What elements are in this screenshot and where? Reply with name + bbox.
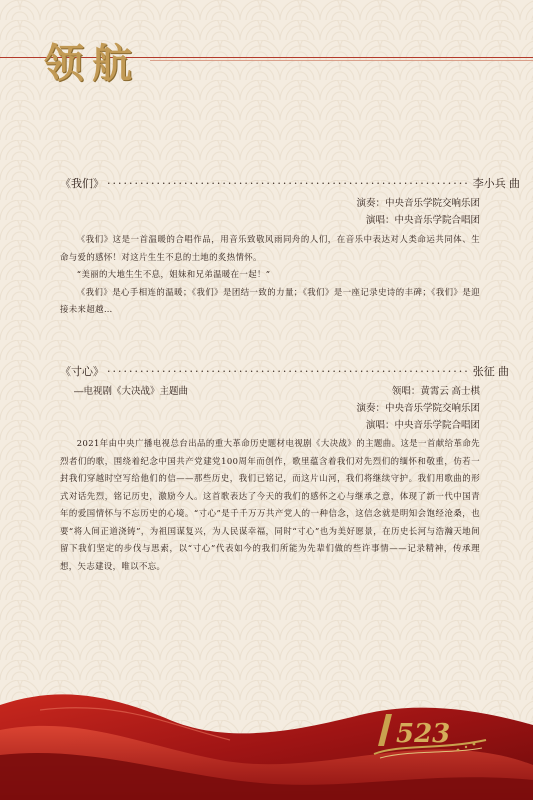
- song-title-row: [60, 176, 520, 192]
- song-subtitle: —电视剧《大决战》主题曲: [74, 386, 189, 397]
- song-title: 《我们》: [60, 178, 104, 190]
- song-title: 《寸心》: [60, 366, 104, 378]
- choir-credit: 演唱：中央音乐学院合唱团: [365, 215, 480, 226]
- dot-leader: ··································································: [107, 177, 470, 190]
- song-composer: 李小兵 曲: [472, 178, 520, 190]
- song-section-cunxin: [60, 364, 509, 575]
- choir-credit: 演唱：中央音乐学院合唱团: [365, 420, 480, 431]
- performer-credit: 演奏：中央音乐学院交响乐团: [356, 403, 480, 414]
- song-description-2: 《我们》是心手相连的温暖；《我们》是团结一致的力量；《我们》是一座记录史诗的丰碑；《我们》是迎接未来超越…: [60, 286, 480, 314]
- svg-text:523: 523: [396, 719, 451, 749]
- song-description: 《我们》这是一首温暖的合唱作品，用音乐致敬风雨同舟的人们，在音乐中表达对人类命运共同体、生命与爱的感怀！对这片生生不息的土地的炙热情怀。: [60, 234, 480, 262]
- song-composer: 张征 曲: [472, 366, 509, 378]
- page-title: 领航: [44, 40, 140, 87]
- song-quote: “美丽的大地生生不息，姐妹和兄弟温暖在一起！”: [76, 269, 271, 279]
- subtitle-row: [60, 383, 480, 400]
- dot-leader: ··································································: [107, 365, 470, 378]
- song-section-women: [60, 176, 520, 319]
- lead-singer-credit: 领唱：黄霄云 高士棋: [391, 386, 480, 397]
- header-divider-secondary: [150, 60, 533, 61]
- song-description: 2021年由中央广播电视总台出品的重大革命历史题材电视剧《大决战》的主题曲。这是一首献给革命先烈者们的歌，围绕着纪念中国共产党建党100周年而创作，歌里蕴含着我们对先烈们的缅怀和敬重，仿若一封我们穿越时空写给他们的信——那些历史，我们已铭记，而这片山河，我们将继续守护。我们用歌曲的形式对话先烈，铭记历史，激励今人。这首歌表达了今天的我们的感怀之心与继承之意，体现了新一代中国青年的爱国情怀与不忘历史的心境。“寸心”是千千万万共产党人的一种信念，这信念就是明知会饱经沧桑，也要“将人间正道浇铸”，为祖国谋复兴，为人民谋幸福，同时“寸心”也为美好愿景，在历史长河与浩瀚天地间留下我们坚定的步伐与思索，以“寸心”代表如今的我们所能为先辈们做的些许事情——记录精神，传承理想，矢志建设，唯以不忘。: [60, 438, 480, 571]
- anniversary-logo: [370, 706, 490, 762]
- performer-credit: 演奏：中央音乐学院交响乐团: [356, 198, 480, 209]
- song-title-row: [60, 364, 509, 380]
